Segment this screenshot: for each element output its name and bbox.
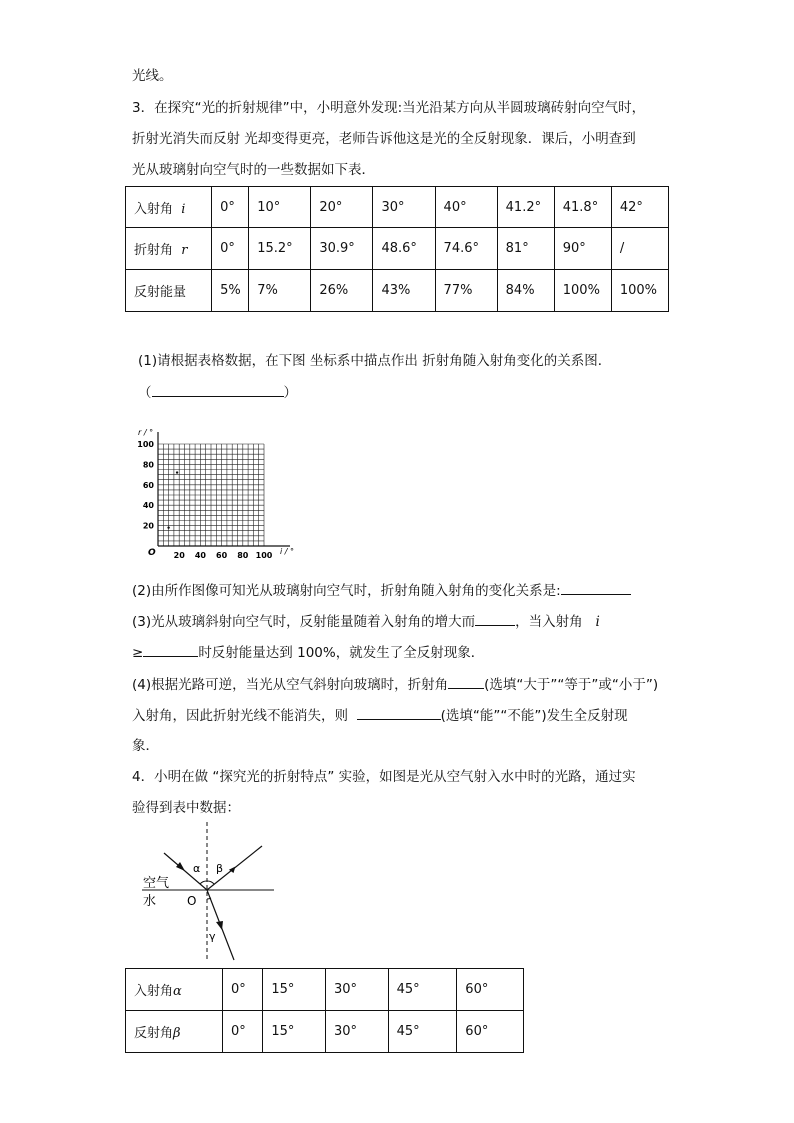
chart-x-tick-label: 20 [173,551,185,560]
chart-x-tick-label: 80 [237,551,249,560]
table-cell: 15° [263,1011,326,1053]
chart-y-axis-label: r / ° [138,428,154,437]
q3-row-incidence [126,187,669,228]
q3-sub4-line-3: 象． [132,738,159,754]
q3-intro-line-3: 光从玻璃射向空气时的一些数据如下表． [132,162,375,178]
refracted-ray-arrow [216,921,223,930]
alpha-arc [200,881,207,884]
table-cell: 0° [212,187,249,228]
table-cell: 90° [554,228,611,270]
answer-blank[interactable] [561,580,631,595]
chart-point [176,471,178,473]
table-row-label: 入射角 i [126,187,212,228]
q3-row-reflected-energy [126,270,669,312]
chart-y-tick-label: 40 [142,501,154,511]
q3-sub3-line-2: ≥ 时反射能量达到 100%，就发生了全反射现象． [132,642,484,663]
table-cell: 10° [249,187,311,228]
previous-question-tail: 光线。 [132,68,173,84]
q3-sub2: (2)由所作图像可知光从玻璃射向空气时，折射角随入射角的变化关系是: [132,580,631,601]
table-cell: 30.9° [311,228,373,270]
answer-blank[interactable] [357,705,441,720]
q4-row-incidence [126,969,524,1011]
table-cell: 100% [554,270,611,312]
table-cell: 5% [212,270,249,312]
q3-row-refraction [126,228,669,270]
chart-x-tick-label: 100 [255,551,273,560]
table-cell: / [611,228,668,270]
q3-sub1-answer: （ ） [138,382,297,403]
chart-tick-labels [137,428,294,560]
table-cell: 43% [373,270,435,312]
table-cell: 30° [325,969,388,1011]
table-cell: 26% [311,270,373,312]
light-path-diagram [132,822,282,964]
q3-intro-line-1: 3．在探究“光的折射规律”中，小明意外发现:当光沿某方向从半圆玻璃砖射向空气时， [132,100,646,116]
chart-point [167,526,169,528]
table-cell: 15.2° [249,228,311,270]
table-cell: 15° [263,969,326,1011]
answer-blank[interactable] [475,611,515,626]
q4-row-reflection [126,1011,524,1053]
table-cell: 81° [497,228,554,270]
answer-blank[interactable] [152,382,284,397]
answer-blank[interactable] [143,642,198,657]
table-cell: 42° [611,187,668,228]
table-row-label: 反射能量 [126,270,212,312]
chart-x-tick-label: 60 [216,551,228,560]
q3-sub4-line-1: (4)根据光路可逆，当光从空气斜射向玻璃时，折射角 (选填“大于”“等于”或“小于”) [132,674,658,695]
table-cell: 30° [325,1011,388,1053]
q3-sub1: (1)请根据表格数据，在下图 坐标系中描点作出 折射角随入射角变化的关系图． [138,353,612,369]
table-cell: 77% [435,270,497,312]
chart-y-tick-label: 100 [137,440,154,449]
table-cell: 74.6° [435,228,497,270]
table-cell: 20° [311,187,373,228]
table-cell: 0° [222,1011,262,1053]
table-cell: 0° [212,228,249,270]
alpha-label: α [193,862,201,875]
q3-sub3-line-1: (3)光从玻璃斜射向空气时，反射能量随着入射角的增大而 ，当入射角 i [132,611,600,632]
chart-x-axis-label: i / ° [280,547,295,556]
answer-blank[interactable] [448,674,484,689]
q3-sub4-line-2: 入射角，因此折射光线不能消失，则 (选填“能”“不能”)发生全反射现 [132,705,628,726]
table-cell: 0° [222,969,262,1011]
point-o-label: O [187,894,197,908]
coordinate-chart [132,418,312,568]
table-cell: 7% [249,270,311,312]
table-row-label: 折射角 r [126,228,212,270]
incident-ray-arrow [176,862,185,871]
water-label: 水 [143,894,157,909]
table-row-label: 入射角α [126,969,223,1011]
beta-label: β [216,862,224,875]
chart-origin-label: O [148,548,156,558]
q4-data-table [125,968,524,1053]
table-cell: 41.2° [497,187,554,228]
chart-y-tick-label: 80 [142,460,154,470]
table-cell: 100% [611,270,668,312]
chart-grid [158,444,264,546]
air-label: 空气 [143,876,170,891]
q4-intro-line-2: 验得到表中数据： [132,800,240,816]
chart-x-tick-label: 40 [194,551,206,560]
table-cell: 45° [388,969,457,1011]
table-cell: 84% [497,270,554,312]
table-cell: 48.6° [373,228,435,270]
table-row-label: 反射角β [126,1011,223,1053]
q3-data-table [125,186,669,312]
table-cell: 40° [435,187,497,228]
gamma-label: γ [209,930,216,943]
table-cell: 60° [457,969,524,1011]
chart-y-tick-label: 20 [142,521,154,531]
chart-y-tick-label: 60 [142,480,154,490]
incident-ray [164,853,207,890]
table-cell: 30° [373,187,435,228]
beta-arc [207,881,214,884]
table-cell: 60° [457,1011,524,1053]
q4-intro-line-1: 4．小明在做 “探究光的折射特点” 实验，如图是光从空气射入水中时的光路，通过实 [132,769,636,785]
table-cell: 45° [388,1011,457,1053]
q3-intro-line-2: 折射光消失而反射 光却变得更亮，老师告诉他这是光的全反射现象．课后，小明查到 [132,131,636,147]
table-cell: 41.8° [554,187,611,228]
